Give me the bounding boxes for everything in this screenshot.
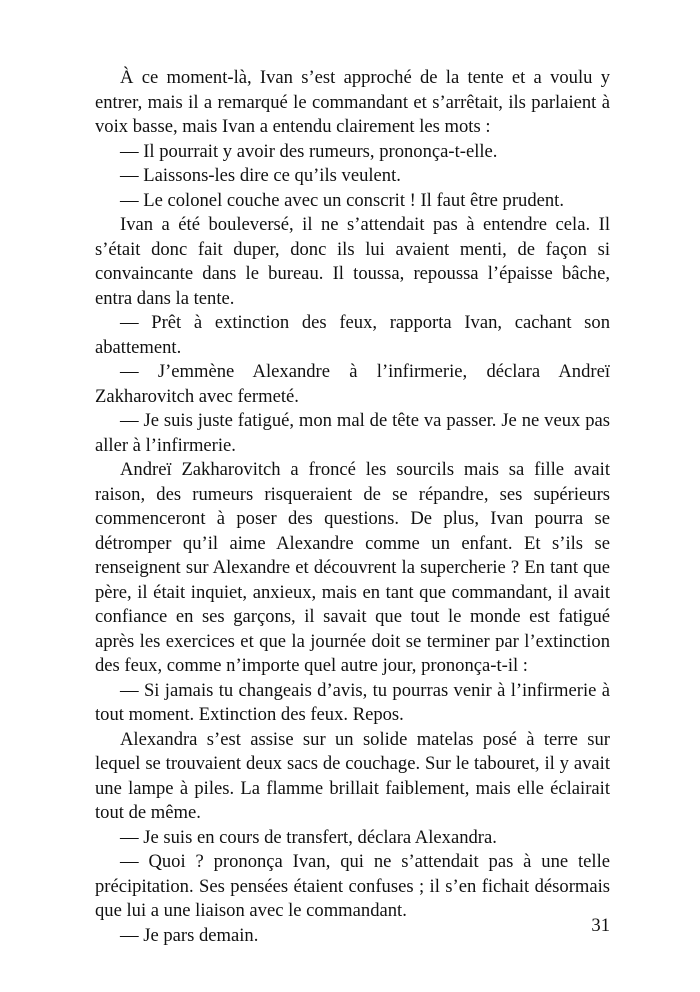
- paragraph-8: — Je suis juste fatigué, mon mal de tête va passer. Je ne veux pas aller à l’infirmerie.: [95, 410, 610, 456]
- paragraph-9: Andreï Zakharovitch a froncé les sourcils mais sa fille avait raison, des rumeurs risqueraient de se répandre, ses supérieurs commenceront à poser des questions. De plus, Ivan pourra se détromper qu’il aime Alexandre comme un enfant. Et s’ils se renseignent sur Alexandre et découvrent la supercherie ? En tant que père, il était inquiet, anxieux, mais en tant que commandant, il avait confiance en ses garçons, il savait que tout le monde est fatigué après les exercices et que la journée doit se terminer par l’extinction des feux, comme n’importe quel autre jour, prononça-t-il :: [95, 459, 610, 676]
- paragraph-3: — Laissons-les dire ce qu’ils veulent.: [120, 165, 401, 186]
- paragraph-1: À ce moment-là, Ivan s’est approché de la tente et a voulu y entrer, mais il a remarqué le commandant et s’arrêtait, ils parlaient à voix basse, mais Ivan a entendu clairement les mots :: [95, 67, 610, 137]
- paragraph-5: Ivan a été bouleversé, il ne s’attendait pas à entendre cela. Il s’était donc fait duper, donc ils lui avaient menti, de façon si convaincante dans le bureau. Il toussa, repoussa l’épaisse bâche, entra dans la tente.: [95, 214, 610, 309]
- paragraph-12: — Je suis en cours de transfert, déclara Alexandra.: [120, 826, 497, 848]
- body-text: [95, 66, 610, 948]
- paragraph-6: — Prêt à extinction des feux, rapporta Ivan, cachant son abattement.: [95, 312, 610, 358]
- paragraph-14: — Je pars demain.: [120, 924, 259, 946]
- paragraph-10: — Si jamais tu changeais d’avis, tu pourras venir à l’infirmerie à tout moment. Extinction des feux. Repos.: [95, 679, 610, 725]
- paragraph-11: Alexandra s’est assise sur un solide matelas posé à terre sur lequel se trouvaient deux sacs de couchage. Sur le tabouret, il y avait une lampe à piles. La flamme brillait faiblement, mais elle éclairait tout de même.: [95, 728, 610, 823]
- paragraph-13: — Quoi ? prononça Ivan, qui ne s’attendait pas à une telle précipitation. Ses pensées étaient confuses ; il s’en fichait désormais que lui a une liaison avec le commandant.: [95, 851, 610, 921]
- page-number: 31: [591, 915, 610, 936]
- paragraph-7: — J’emmène Alexandre à l’infirmerie, déclara Andreï Zakharovitch avec fermeté.: [95, 361, 610, 407]
- paragraph-4: — Le colonel couche avec un conscrit ! Il faut être prudent.: [120, 189, 564, 211]
- paragraph-2: — Il pourrait y avoir des rumeurs, prononça-t-elle.: [120, 140, 498, 162]
